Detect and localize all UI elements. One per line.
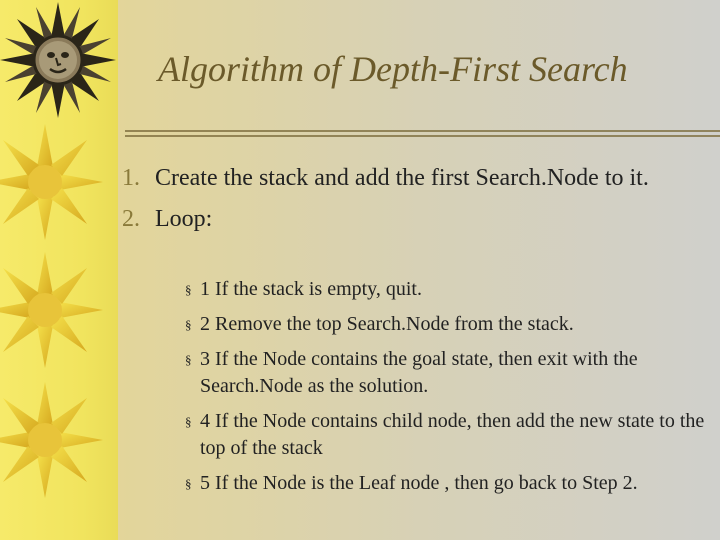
sub-item-text: 5 If the Node is the Leaf node , then go back to Step 2. [200, 472, 638, 494]
sub-list-item [185, 408, 713, 462]
bullet-icon: § [185, 282, 192, 297]
sub-item-text: 2 Remove the top Search.Node from the stack. [200, 313, 574, 335]
slide-title: Algorithm of Depth-First Search [158, 49, 628, 89]
sun-decoration [0, 0, 130, 540]
item-text: Create the stack and add the first Search.Node to it. [155, 165, 649, 191]
item-text: Loop: [155, 206, 213, 232]
bullet-icon: § [185, 317, 192, 332]
bullet-icon: § [185, 352, 192, 367]
sub-list-item [185, 470, 713, 497]
sub-item-text: 3 If the Node contains the goal state, then exit with the Search.Node as the solution. [200, 348, 638, 397]
bullet-icon: § [185, 414, 192, 429]
sub-item-text: 1 If the stack is empty, quit. [200, 278, 422, 300]
sun-face-icon [0, 2, 116, 118]
sub-list-item [185, 346, 713, 400]
item-number: 2. [122, 206, 140, 232]
bullet-icon: § [185, 476, 192, 491]
sub-item-text: 4 If the Node contains child node, then add the new state to the top of the stack [200, 410, 705, 459]
sub-list [185, 276, 713, 505]
sun-icon [0, 252, 103, 368]
sun-icon [0, 124, 103, 240]
list-item [122, 204, 720, 235]
title-divider [125, 128, 720, 140]
sub-list-item [185, 276, 713, 303]
item-number: 1. [122, 165, 140, 191]
list-item [122, 163, 720, 194]
numbered-list [122, 163, 720, 245]
sun-icon [0, 382, 103, 498]
sub-list-item [185, 311, 713, 338]
